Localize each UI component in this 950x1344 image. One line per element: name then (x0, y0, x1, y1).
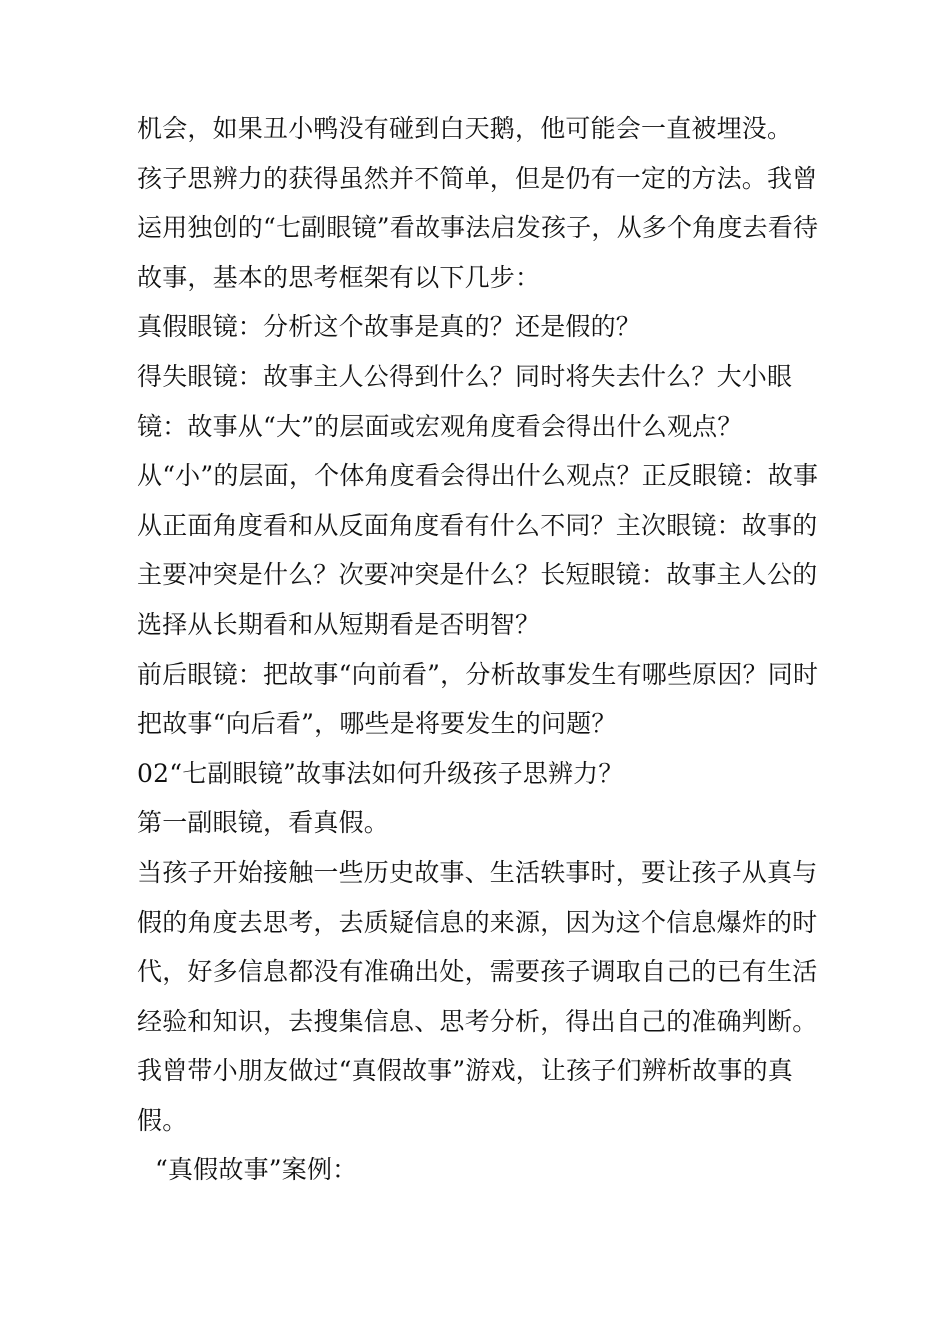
section-heading-02: 02“七副眼镜”故事法如何升级孩子思辨力？ (137, 758, 624, 788)
paragraph-ugly-duckling: 机会，如果丑小鸭没有碰到白天鹅，他可能会一直被埋没。 (137, 114, 793, 143)
paragraph-glasses-list: 得失眼镜：故事主人公得到什么？同时将失去什么？大小眼镜：故事从“大”的层面或宏观角度看会得出什么观点？从“小”的层面，个体角度看会得出什么观点？正反眼镜：故事从正面角度看和从反面角度看有什么不同？主次眼镜：故事的主要冲突是什么？次要冲突是什么？长短眼镜：故事主人公的选择从长期看和从短期看是否明智？ (137, 361, 819, 639)
paragraph-true-false-glasses: 真假眼镜：分析这个故事是真的？还是假的？ (137, 312, 642, 342)
paragraph-case-heading: “真假故事”案例： (155, 1155, 358, 1185)
paragraph-history-stories: 当孩子开始接触一些历史故事、生活轶事时，要让孩子从真与假的角度去思考，去质疑信息的来源，因为这个信息爆炸的时代，好多信息都没有准确出处，需要孩子调取自己的已有生活经验和知识，去搜集信息、思考分析，得出自己的准确判断。我曾带小朋友做过“真假故事”游戏，让孩子们辨析故事的真假。 (137, 857, 818, 1135)
document-body (137, 104, 837, 1195)
paragraph-method-intro: 孩子思辨力的获得虽然并不简单，但是仍有一定的方法。我曾运用独创的“七副眼镜”看故事法启发孩子，从多个角度去看待故事，基本的思考框架有以下几步： (137, 163, 819, 292)
paragraph-before-after-glasses: 前后眼镜：把故事“向前看”，分析故事发生有哪些原因？同时把故事“向后看”，哪些是将要发生的问题？ (137, 659, 819, 739)
paragraph-first-glasses: 第一副眼镜，看真假。 (137, 808, 390, 838)
